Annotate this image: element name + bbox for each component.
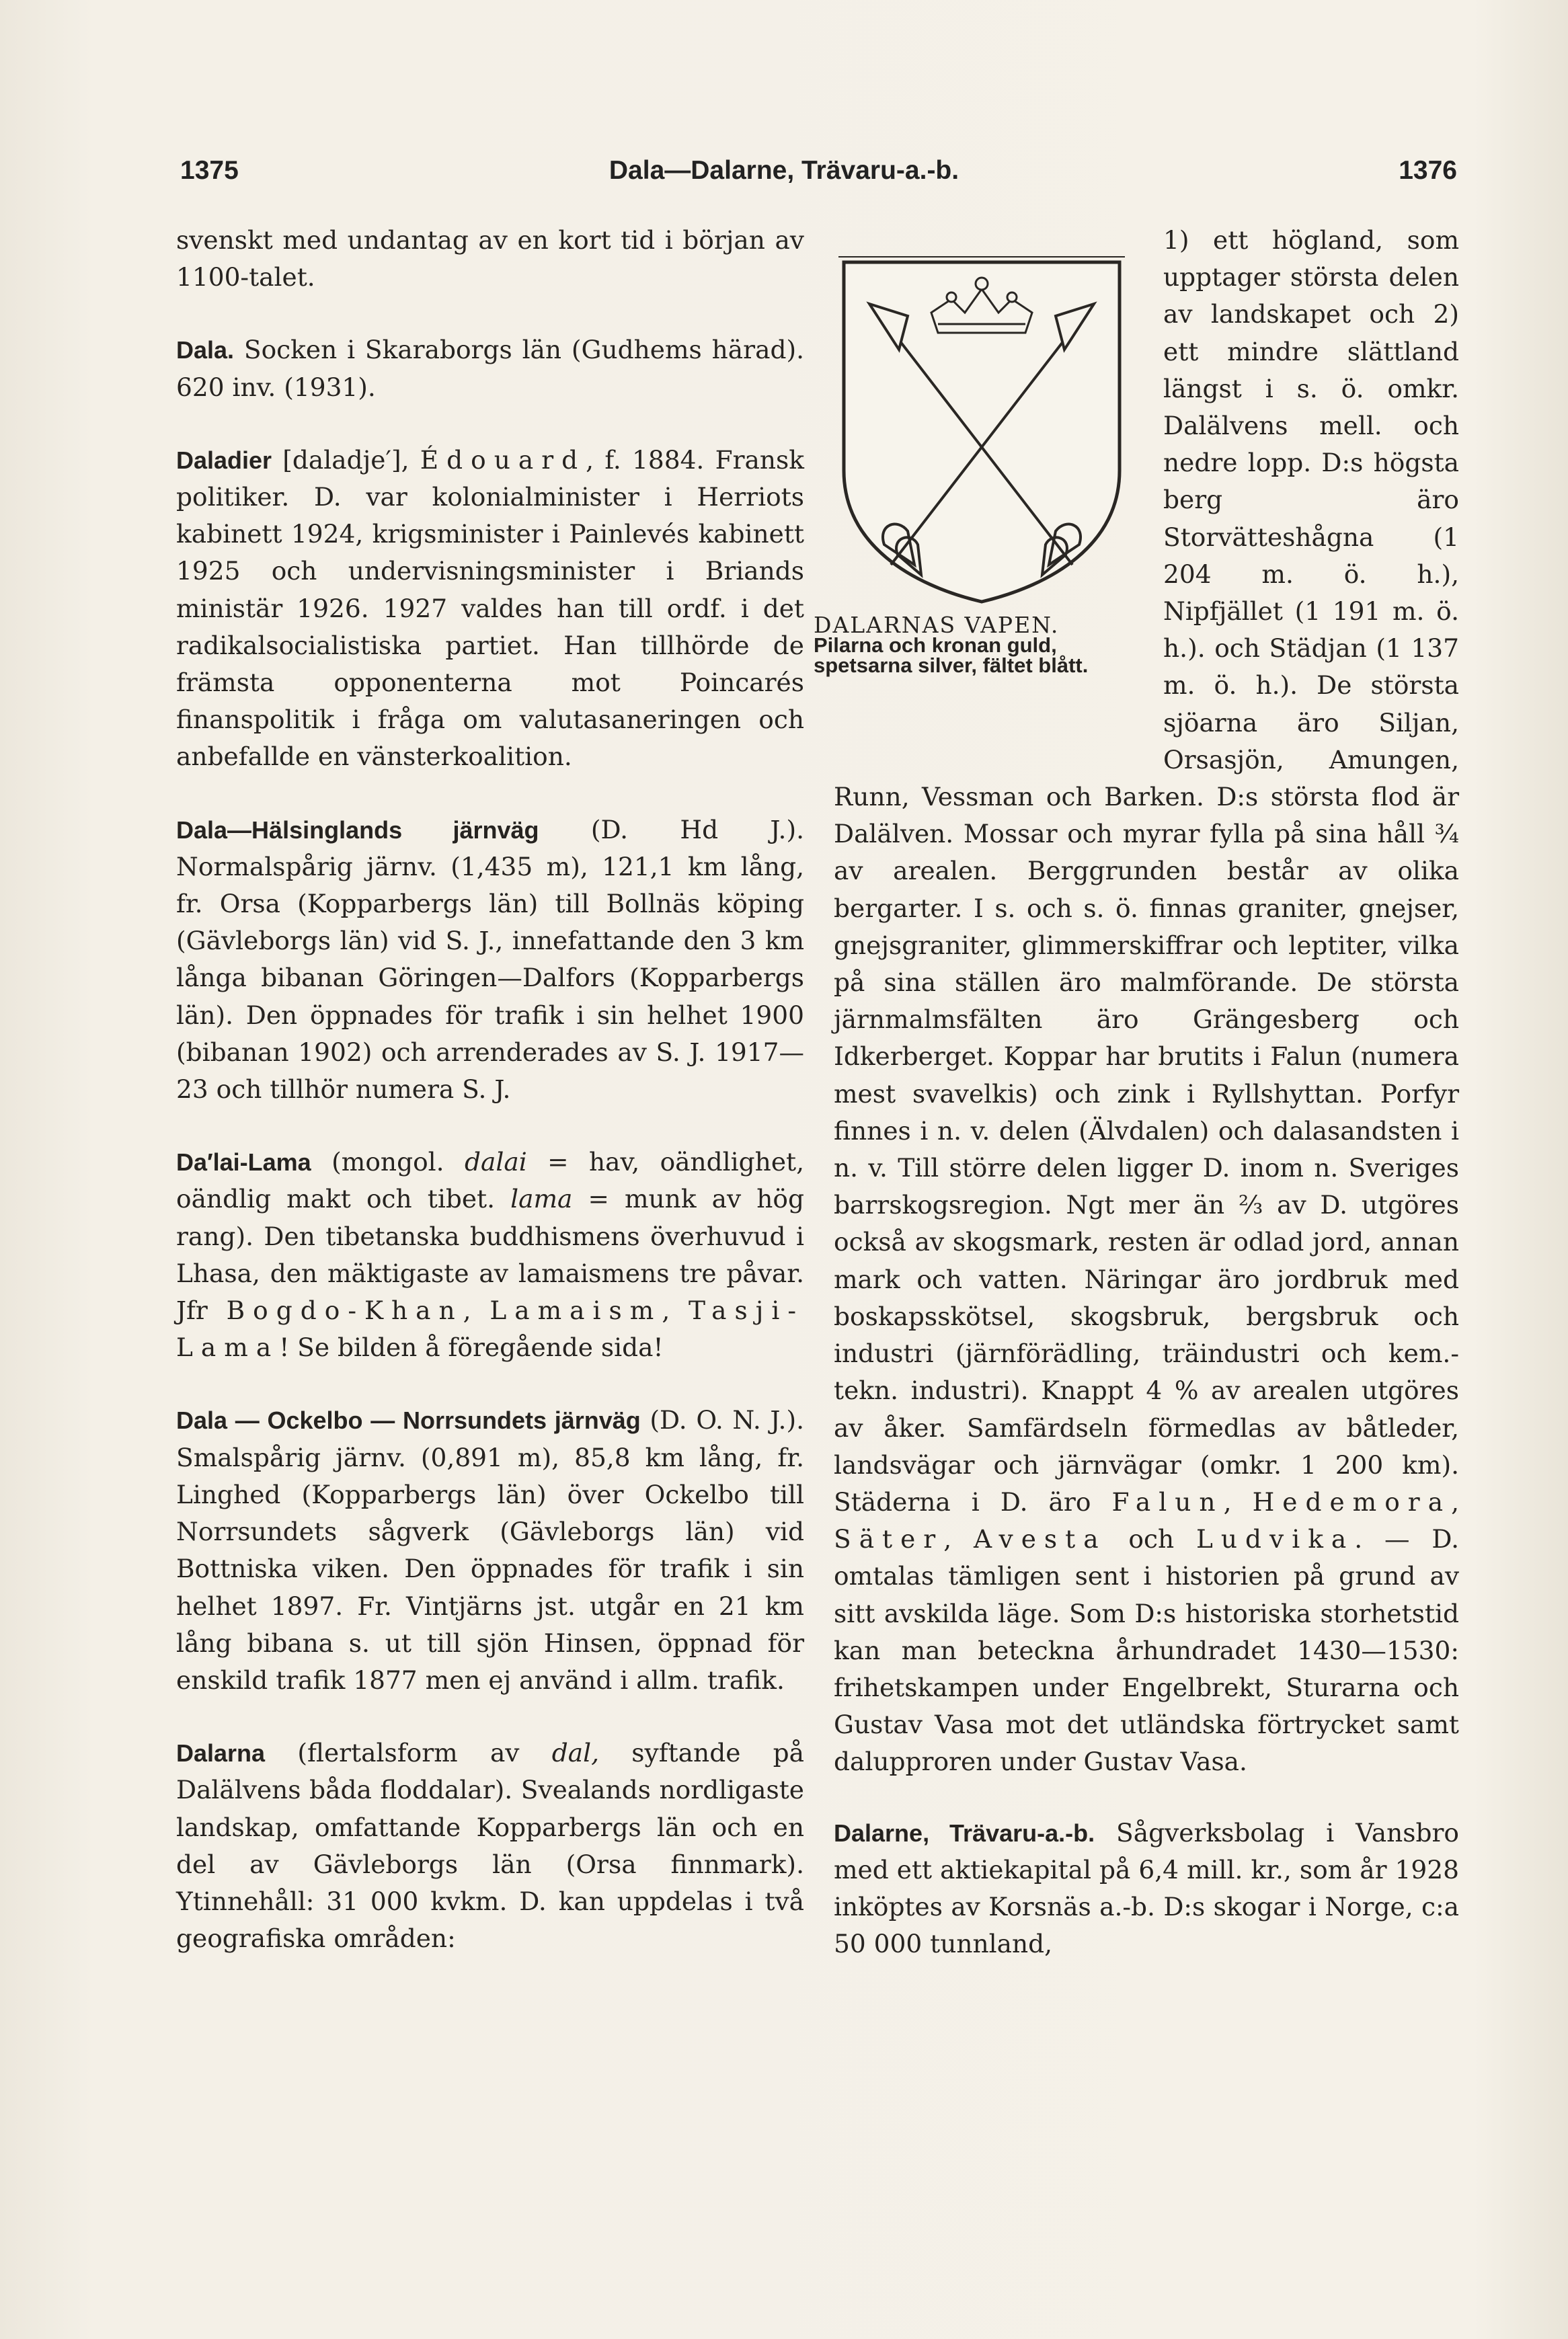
town-name: Säter (834, 1524, 944, 1554)
left-column (176, 222, 804, 1957)
right-column (814, 222, 1459, 1963)
entry-dala-ockelbo: Dala — Ockelbo — Norrsundets järnväg (D. O. N. J.). Smalspårig järnv. (0,891 m), 85,8 km lång, fr. Linghed (Kopparbergs län) över Ockelbo till Norrsundets sågverk (Gävleborgs län) vid Bottniska viken. Den öppnades för trafik i sin helhet 1897. Fr. Vintjärns jst. utgår en 21 km lång bibana s. ut till sjön Hinsen, öppnad för enskild trafik 1877 men ej använd i allm. trafik. (176, 1405, 804, 1695)
entry-dalarne-travaru: Dalarne, Trävaru-a.-b. Sågverksbolag i Vansbro med ett aktiekapital på 6,4 mill. kr., som år 1928 inköptes av Korsnäs a.-b. D:s skogar i Norge, c:a 50 000 tunnland, (834, 1817, 1459, 1959)
caption-title: DALARNAS VAPEN. (814, 612, 1060, 638)
town-name: Falun (1111, 1486, 1224, 1517)
left-page-number: 1375 (180, 156, 239, 185)
town-name: Hedemora (1252, 1486, 1452, 1517)
entry-daladier: Daladier [daladje′], Édouard, f. 1884. Fransk politiker. D. var kolonialminister i Herriots kabinett 1924, krigsminister i Painlevés kabinett 1925 och undervisningsminister i Briands ministär 1926. 1927 valdes han till ordf. i det radikalsocialistiska partiet. Han tillhörde de främsta opponenterna mot Poincarés finanspolitik i fråga om valutasaneringen och anbefallde en vänsterkoalition. (176, 444, 805, 772)
headword: Dala—Hälsinglands järnväg (176, 816, 539, 844)
headword: Dala. (176, 336, 235, 364)
entry-dalai-lama: Da′lai-Lama (mongol. dalai = hav, oändlighet, oändlig makt och tibet. lama = munk av hög rang). Den tibetanska buddhismens överhuvud i Lhasa, den mäktigaste av lamaismens tre påvar. Jfr Bogdo-Khan, Lamaism, Tasji-Lama! Se bilden å föregående sida! (176, 1147, 805, 1363)
caption-text: Pilarna och kronan guld, spetsarna silver, fältet blått. (814, 633, 1089, 677)
cross-reference: Tasji-Lama (176, 1296, 804, 1363)
figure-caption (814, 612, 1150, 677)
entry-dala-halsinglands: Dala—Hälsinglands järnväg (D. Hd J.). Normalspårig järnv. (1,435 m), 121,1 km lång, fr. Orsa (Kopparbergs län) till Bollnäs köping (Gävleborgs län) vid S. J., innefattande den 3 km långa bibanan Göringen—Dalfors (Kopparbergs län). Den öppnades för trafik i sin helhet 1900 (bibanan 1902) och arrenderades av S. J. 1917—23 och tillhör numera S. J. (176, 814, 804, 1105)
town-name: Ludvika (1195, 1524, 1355, 1554)
cross-reference: Bogdo-Khan (226, 1296, 463, 1326)
coat-of-arms-figure (814, 222, 1150, 743)
dalarna-coat-of-arms (830, 249, 1133, 605)
entry-continuation: svenskt med undantag av en kort tid i början av 1100-talet. (176, 225, 804, 292)
headword: Dalarne, Trävaru-a.-b. (834, 1819, 1095, 1847)
headword: Dalarna (176, 1739, 266, 1768)
headword: Daladier (176, 446, 272, 474)
headword: Da′lai-Lama (176, 1148, 311, 1177)
right-page-number: 1376 (1399, 156, 1457, 185)
entry-dala: Dala. Socken i Skaraborgs län (Gudhems härad). 620 inv. (1931). (176, 335, 804, 402)
cross-reference: Lamaism (489, 1296, 662, 1326)
town-name: Avesta (973, 1524, 1107, 1554)
headword: Dala — Ockelbo — Norrsundets järnväg (176, 1406, 641, 1435)
entry-dalarna-continued: 1) ett högland, som upptager största delen av landskapet och 2) ett mindre slättland längst i s. ö. omkr. Dalälvens mell. och nedre lopp. D:s högsta berg äro Storvätteshågna (1 204 m. ö. h.), Nipfjället (1 191 m. ö. h.). och Städjan (1 137 m. ö. h.). De största sjöarna äro Siljan, Orsasjön, Amungen, Runn, Vessman och Barken. D:s största flod är Dalälven. Mossar och myrar fylla på sina håll ¾ av arealen. Berggrunden består av olika bergarter. I s. och s. ö. finnas graniter, gnejser, gnejsgraniter, glimmerskiffrar och leptiter, vilka på sina ställen äro malmförande. De största järnmalmsfälten äro Grängesberg och Idkerberget. Koppar har brutits i Falun (numera mest svavelkis) och zink i Ryllshyttan. Porfyr finnes i n. v. delen (Älvdalen) och dalasandsten i n. v. Till större delen ligger D. inom n. Sveriges barrskogsregion. Ngt mer än ⅔ av D. utgöres också av skogsmark, resten är odlad jord, annan mark och vatten. Näringar äro jordbruk med boskapsskötsel, skogsbruk, bergsbruk och industri (järnförädling, träindustri och kem.-tekn. industri). Knappt 4 % av arealen utgöres av åker. Samfärdseln förmedlas av båtleder, landsvägar och järnvägar (omkr. 1 200 km). Städerna i D. äro Falun, Hedemora, Säter, Avesta och Ludvika. — D. omtalas tämligen sent i historien på grund av sitt avskilda läge. Som D:s historiska storhetstid kan man beteckna århundradet 1430—1530: frihetskampen under Engelbrekt, Sturarna och Gustav Vasa mot det utländska förtrycket samt dalupproren under Gustav Vasa. (834, 225, 1459, 1777)
running-title: Dala—Dalarne, Trävaru-a.-b. (609, 156, 959, 185)
entry-dalarna: Dalarna (flertalsform av dal, syftande på Dalälvens båda floddalar). Svealands nordligaste landskap, omfattande Kopparbergs län och en del av Gävleborgs län (Orsa finnmark). Ytinnehåll: 31 000 kvkm. D. kan uppdelas i två geografiska områden: (176, 1738, 805, 1954)
